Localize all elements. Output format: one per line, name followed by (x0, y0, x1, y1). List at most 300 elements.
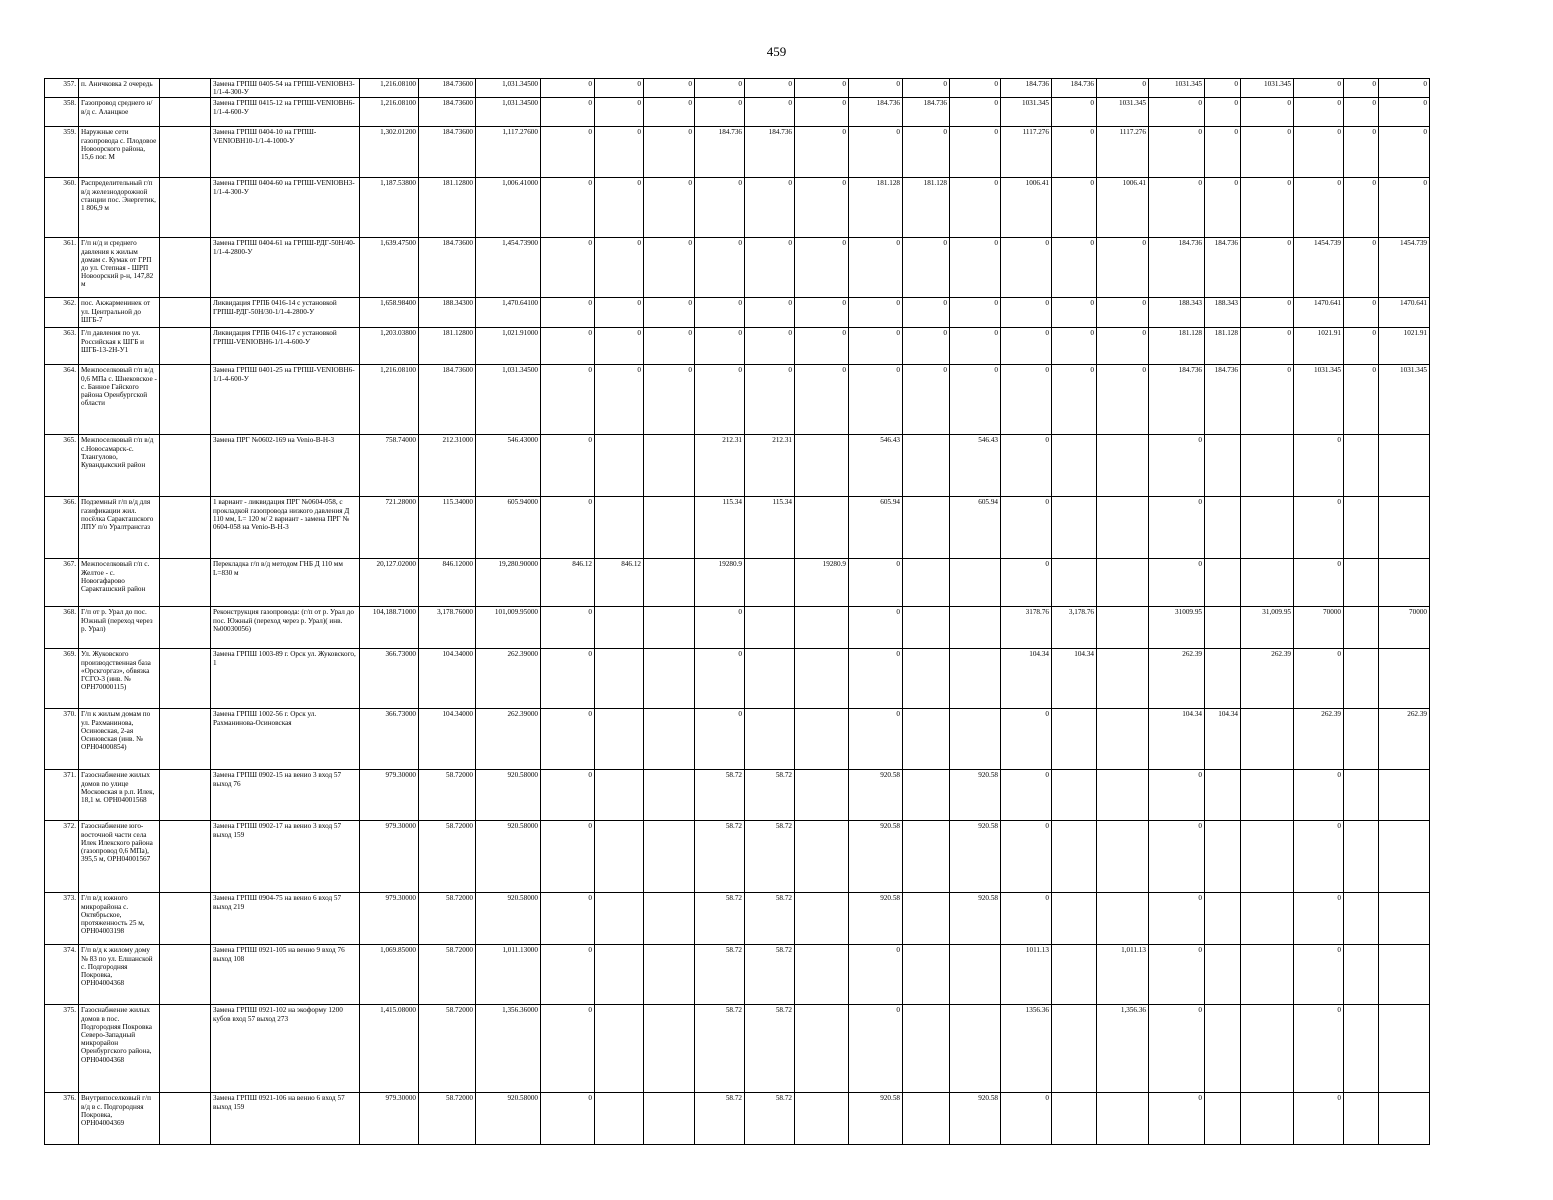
empty-cell (160, 559, 211, 607)
value-cell (1052, 497, 1097, 559)
value-cell (1344, 435, 1379, 497)
object-name-cell: Г/п от р. Урал до пос. Южный (переход через р. Урал) (79, 607, 160, 649)
value-cell: 58.72000 (419, 770, 476, 821)
value-cell: 605.94000 (476, 497, 541, 559)
value-cell: 0 (595, 79, 644, 98)
value-cell: 0 (541, 945, 595, 1005)
value-cell: 0 (903, 127, 950, 178)
value-cell: 0 (1344, 298, 1379, 328)
value-cell: 0 (541, 178, 595, 238)
value-cell: 0 (1294, 98, 1344, 127)
value-cell: 0 (1052, 298, 1097, 328)
value-cell (1344, 945, 1379, 1005)
value-cell (1241, 770, 1294, 821)
value-cell (795, 607, 849, 649)
value-cell: 0 (1241, 328, 1294, 365)
value-cell: 0 (950, 178, 1001, 238)
value-cell: 1,006.41000 (476, 178, 541, 238)
value-cell: 1,216.08100 (360, 98, 419, 127)
value-cell (950, 559, 1001, 607)
table-row (45, 945, 1430, 1005)
value-cell: 0 (1294, 821, 1344, 893)
object-name-cell: Подземный г/п в/д для газификации жил. посёлка Саракташского ЛПУ п/о Уралтрансгаз (79, 497, 160, 559)
value-cell: 920.58000 (476, 821, 541, 893)
value-cell: 0 (745, 238, 795, 298)
value-cell (1097, 1093, 1149, 1145)
value-cell (903, 607, 950, 649)
value-cell (1379, 1093, 1430, 1145)
value-cell: 366.73000 (360, 709, 419, 770)
value-cell: 184.736 (1205, 238, 1241, 298)
table-row (45, 79, 1430, 98)
empty-cell (160, 607, 211, 649)
value-cell: 184.736 (745, 127, 795, 178)
value-cell: 920.58 (950, 893, 1001, 945)
value-cell: 0 (1001, 298, 1052, 328)
value-cell (950, 607, 1001, 649)
empty-cell (160, 98, 211, 127)
row-number-cell: 364. (45, 365, 79, 435)
value-cell (1097, 559, 1149, 607)
value-cell (903, 1093, 950, 1145)
table-row (45, 649, 1430, 709)
value-cell (1052, 709, 1097, 770)
value-cell: 0 (541, 649, 595, 709)
value-cell: 181.128 (1205, 328, 1241, 365)
value-cell: 262.39000 (476, 709, 541, 770)
empty-cell (160, 945, 211, 1005)
value-cell: 181.12800 (419, 178, 476, 238)
value-cell: 0 (795, 328, 849, 365)
value-cell: 0 (849, 945, 903, 1005)
value-cell: 0 (950, 238, 1001, 298)
value-cell: 184.73600 (419, 365, 476, 435)
value-cell: 0 (1241, 238, 1294, 298)
row-number-cell: 360. (45, 178, 79, 238)
value-cell: 0 (541, 709, 595, 770)
value-cell (1241, 945, 1294, 1005)
row-number-cell: 365. (45, 435, 79, 497)
value-cell: 115.34000 (419, 497, 476, 559)
value-cell: 0 (541, 770, 595, 821)
value-cell: 0 (1294, 649, 1344, 709)
row-number-cell: 375. (45, 1005, 79, 1093)
object-name-cell: Газоснабжение жилых домов по улице Московская в р.п. Илек, 18,1 м. ОРН04001568 (79, 770, 160, 821)
object-name-cell: Ул. Жуковского производственная база «Орскгоргаз», обвязка ГСГО-3 (инв. № ОРН70000115) (79, 649, 160, 709)
value-cell: 1,203.03800 (360, 328, 419, 365)
value-cell: 0 (795, 127, 849, 178)
value-cell (950, 709, 1001, 770)
value-cell (644, 497, 695, 559)
value-cell (903, 893, 950, 945)
value-cell: 979.30000 (360, 1093, 419, 1145)
value-cell (595, 1005, 644, 1093)
object-name-cell: Газопровод среднего н/в/д с. Аланцкое (79, 98, 160, 127)
value-cell: 58.72 (695, 821, 745, 893)
value-cell (644, 893, 695, 945)
value-cell: 1011.13 (1001, 945, 1052, 1005)
value-cell: 0 (1344, 365, 1379, 435)
value-cell: 3,178.76000 (419, 607, 476, 649)
value-cell (1052, 945, 1097, 1005)
value-cell (1344, 770, 1379, 821)
object-name-cell: Г/п в/д южного микрорайона с. Октябрьское, протяженность 25 м, ОРН04003198 (79, 893, 160, 945)
value-cell (1344, 559, 1379, 607)
value-cell: 1031.345 (1097, 98, 1149, 127)
value-cell (644, 709, 695, 770)
value-cell: 184.73600 (419, 127, 476, 178)
value-cell: 0 (644, 79, 695, 98)
value-cell: 212.31 (695, 435, 745, 497)
value-cell: 366.73000 (360, 649, 419, 709)
value-cell: 0 (745, 79, 795, 98)
value-cell: 0 (644, 298, 695, 328)
value-cell (1379, 649, 1430, 709)
value-cell: 920.58000 (476, 893, 541, 945)
value-cell: 212.31 (745, 435, 795, 497)
value-cell: 1,216.08100 (360, 365, 419, 435)
value-cell: 184.736 (1149, 238, 1205, 298)
value-cell: 0 (1241, 365, 1294, 435)
object-name-cell: пос. Акжарменинек от ул. Центральной до ШГБ-7 (79, 298, 160, 328)
value-cell: 0 (849, 709, 903, 770)
value-cell: 262.39 (1294, 709, 1344, 770)
value-cell: 920.58000 (476, 770, 541, 821)
table-row (45, 709, 1430, 770)
value-cell (1344, 709, 1379, 770)
value-cell: 0 (595, 127, 644, 178)
value-cell: 0 (1205, 98, 1241, 127)
value-cell: 1,011.13000 (476, 945, 541, 1005)
value-cell: 1031.345 (1379, 365, 1430, 435)
value-cell: 262.39 (1379, 709, 1430, 770)
measure-description-cell: Замена ГРПШ 0405-54 на ГРПШ-VENIOBH3-1/1-4-300-У (211, 79, 360, 98)
value-cell: 104.34 (1052, 649, 1097, 709)
value-cell: 1470.641 (1294, 298, 1344, 328)
value-cell: 546.43 (849, 435, 903, 497)
value-cell (1205, 945, 1241, 1005)
object-name-cell: Межпоселковый г/п в/д с.Новосамарск-с. Тлангулово, Кувандыкский район (79, 435, 160, 497)
value-cell: 0 (1001, 821, 1052, 893)
value-cell: 1031.345 (1294, 365, 1344, 435)
measure-description-cell: Перекладка г/п в/д методом ГНБ Д 110 мм L=830 м (211, 559, 360, 607)
empty-cell (160, 328, 211, 365)
value-cell: 0 (849, 127, 903, 178)
value-cell: 0 (1001, 1093, 1052, 1145)
value-cell (903, 497, 950, 559)
value-cell: 0 (903, 328, 950, 365)
value-cell: 0 (1001, 770, 1052, 821)
value-cell: 0 (644, 178, 695, 238)
value-cell: 0 (541, 1005, 595, 1093)
value-cell: 920.58 (849, 821, 903, 893)
measure-description-cell: Замена ГРПШ 0404-60 на ГРПШ-VENIOBH3-1/1-4-300-У (211, 178, 360, 238)
value-cell (1379, 497, 1430, 559)
value-cell: 1,031.34500 (476, 98, 541, 127)
value-cell: 19280.9 (695, 559, 745, 607)
value-cell: 0 (595, 178, 644, 238)
value-cell: 0 (745, 365, 795, 435)
measure-description-cell: Замена ГРПШ 0902-17 на венио 3 вход 57 выход 159 (211, 821, 360, 893)
empty-cell (160, 649, 211, 709)
value-cell (1205, 649, 1241, 709)
value-cell (1205, 1093, 1241, 1145)
value-cell: 920.58 (849, 1093, 903, 1145)
value-cell (903, 559, 950, 607)
value-cell: 3178.76 (1001, 607, 1052, 649)
value-cell (595, 1093, 644, 1145)
value-cell: 0 (1149, 497, 1205, 559)
value-cell (795, 1093, 849, 1145)
value-cell (1344, 607, 1379, 649)
value-cell (644, 435, 695, 497)
value-cell: 20,127.02000 (360, 559, 419, 607)
value-cell: 58.72 (695, 1005, 745, 1093)
value-cell: 0 (903, 365, 950, 435)
value-cell: 0 (1344, 98, 1379, 127)
value-cell: 1,031.34500 (476, 365, 541, 435)
value-cell: 0 (1052, 98, 1097, 127)
value-cell: 0 (1052, 178, 1097, 238)
value-cell: 920.58 (950, 821, 1001, 893)
value-cell: 0 (541, 98, 595, 127)
value-cell: 0 (849, 1005, 903, 1093)
empty-cell (160, 79, 211, 98)
measure-description-cell: Замена ГРПШ 0404-10 на ГРПШ-VENIOBH10-1/1-4-1000-У (211, 127, 360, 178)
empty-cell (160, 365, 211, 435)
measure-description-cell: Замена ПРГ №0602-169 на Venio-B-H-3 (211, 435, 360, 497)
value-cell: 1117.276 (1097, 127, 1149, 178)
value-cell (595, 821, 644, 893)
object-name-cell: Межпоселковый г/п с. Желтое - с. Новогафарово Саракташский район (79, 559, 160, 607)
table-row (45, 98, 1430, 127)
value-cell: 31,009.95 (1241, 607, 1294, 649)
value-cell (950, 945, 1001, 1005)
value-cell: 0 (1001, 497, 1052, 559)
value-cell: 181.128 (849, 178, 903, 238)
measure-description-cell: Замена ГРПШ 0921-102 на экоформу 1200 кубов вход 57 выход 273 (211, 1005, 360, 1093)
row-number-cell: 361. (45, 238, 79, 298)
value-cell (1344, 1005, 1379, 1093)
value-cell: 104.34000 (419, 709, 476, 770)
value-cell (1379, 945, 1430, 1005)
value-cell: 0 (695, 709, 745, 770)
value-cell (795, 497, 849, 559)
value-cell: 846.12 (541, 559, 595, 607)
value-cell (1052, 435, 1097, 497)
value-cell: 0 (541, 435, 595, 497)
value-cell: 1006.41 (1097, 178, 1149, 238)
value-cell (595, 770, 644, 821)
value-cell: 0 (1294, 770, 1344, 821)
value-cell: 181.128 (903, 178, 950, 238)
table-row (45, 127, 1430, 178)
value-cell: 70000 (1379, 607, 1430, 649)
value-cell: 58.72000 (419, 821, 476, 893)
value-cell: 0 (903, 298, 950, 328)
row-number-cell: 371. (45, 770, 79, 821)
value-cell: 0 (595, 98, 644, 127)
table-row (45, 238, 1430, 298)
value-cell: 188.343 (1205, 298, 1241, 328)
measure-description-cell: Замена ГРПШ 0401-25 на ГРПШ-VENIOBH6-1/1-4-600-У (211, 365, 360, 435)
value-cell (795, 435, 849, 497)
measure-description-cell: Замена ГРПШ 0921-106 на венио 6 вход 57 выход 159 (211, 1093, 360, 1145)
value-cell (903, 945, 950, 1005)
value-cell: 0 (541, 298, 595, 328)
value-cell: 979.30000 (360, 893, 419, 945)
value-cell: 0 (695, 365, 745, 435)
value-cell: 184.736 (1052, 79, 1097, 98)
value-cell: 0 (1294, 559, 1344, 607)
value-cell (595, 435, 644, 497)
value-cell (795, 649, 849, 709)
value-cell: 0 (695, 649, 745, 709)
value-cell: 58.72 (695, 770, 745, 821)
value-cell: 0 (950, 365, 1001, 435)
value-cell (1052, 559, 1097, 607)
value-cell: 605.94 (849, 497, 903, 559)
table-row (45, 178, 1430, 238)
value-cell: 1454.739 (1294, 238, 1344, 298)
object-name-cell: Распределительный г/п в/д железнодорожной станции пос. Энергетик, 1 806,9 м (79, 178, 160, 238)
table-row (45, 559, 1430, 607)
value-cell: 546.43 (950, 435, 1001, 497)
value-cell (1241, 497, 1294, 559)
value-cell (903, 770, 950, 821)
empty-cell (160, 770, 211, 821)
value-cell: 1,356.36000 (476, 1005, 541, 1093)
value-cell (644, 559, 695, 607)
value-cell: 0 (1001, 559, 1052, 607)
value-cell: 0 (1149, 435, 1205, 497)
value-cell: 0 (950, 98, 1001, 127)
value-cell: 0 (695, 79, 745, 98)
value-cell: 0 (950, 298, 1001, 328)
value-cell: 184.73600 (419, 79, 476, 98)
object-name-cell: Г/п давления по ул. Российская к ШГБ и ШГБ-13-2Н-У1 (79, 328, 160, 365)
value-cell (1097, 709, 1149, 770)
value-cell: 101,009.95000 (476, 607, 541, 649)
value-cell: 0 (1205, 79, 1241, 98)
value-cell: 1006.41 (1001, 178, 1052, 238)
value-cell (1379, 559, 1430, 607)
value-cell (595, 497, 644, 559)
value-cell: 0 (1149, 98, 1205, 127)
value-cell: 184.736 (1205, 365, 1241, 435)
value-cell: 0 (1241, 178, 1294, 238)
value-cell: 1031.345 (1001, 98, 1052, 127)
data-table (44, 78, 1430, 1145)
value-cell: 58.72 (745, 893, 795, 945)
value-cell: 0 (1052, 328, 1097, 365)
value-cell: 0 (849, 365, 903, 435)
value-cell: 979.30000 (360, 770, 419, 821)
object-name-cell: п. Аничковка 2 очередь (79, 79, 160, 98)
value-cell: 184.736 (1149, 365, 1205, 435)
value-cell: 0 (1149, 1005, 1205, 1093)
value-cell: 0 (1149, 1093, 1205, 1145)
value-cell: 0 (849, 238, 903, 298)
value-cell: 19280.9 (795, 559, 849, 607)
value-cell (1097, 435, 1149, 497)
value-cell: 0 (745, 298, 795, 328)
empty-cell (160, 821, 211, 893)
value-cell (795, 821, 849, 893)
value-cell (1205, 559, 1241, 607)
row-number-cell: 370. (45, 709, 79, 770)
value-cell (1205, 497, 1241, 559)
value-cell: 758.74000 (360, 435, 419, 497)
value-cell: 0 (795, 238, 849, 298)
value-cell: 0 (541, 79, 595, 98)
value-cell: 846.12 (595, 559, 644, 607)
value-cell: 0 (1241, 127, 1294, 178)
value-cell: 0 (950, 328, 1001, 365)
value-cell: 0 (541, 607, 595, 649)
empty-cell (160, 1093, 211, 1145)
measure-description-cell: Замена ГРПШ 0902-15 на венио 3 вход 57 выход 76 (211, 770, 360, 821)
value-cell: 184.736 (849, 98, 903, 127)
value-cell (903, 709, 950, 770)
value-cell: 1,356.36 (1097, 1005, 1149, 1093)
value-cell: 0 (849, 79, 903, 98)
value-cell: 0 (541, 365, 595, 435)
value-cell: 3,178.76 (1052, 607, 1097, 649)
measure-description-cell: Замена ГРПШ 0415-12 на ГРПШ-VENIOBH6-1/1-4-600-У (211, 98, 360, 127)
value-cell (644, 607, 695, 649)
value-cell: 0 (1344, 79, 1379, 98)
value-cell (595, 893, 644, 945)
value-cell: 0 (695, 178, 745, 238)
value-cell: 184.73600 (419, 238, 476, 298)
value-cell: 262.39000 (476, 649, 541, 709)
value-cell (1344, 821, 1379, 893)
value-cell: 188.343 (1149, 298, 1205, 328)
value-cell: 0 (695, 328, 745, 365)
value-cell: 58.72 (745, 821, 795, 893)
value-cell (1379, 893, 1430, 945)
value-cell (1205, 607, 1241, 649)
value-cell: 0 (1241, 98, 1294, 127)
value-cell: 0 (1149, 945, 1205, 1005)
value-cell: 721.28000 (360, 497, 419, 559)
value-cell: 0 (1001, 709, 1052, 770)
value-cell (1241, 709, 1294, 770)
value-cell (795, 770, 849, 821)
value-cell: 0 (1379, 98, 1430, 127)
value-cell: 0 (644, 365, 695, 435)
table-row (45, 1093, 1430, 1145)
measure-description-cell: Ликвидация ГРПБ 0416-17 с установкой ГРПШ-VENIOBH6-1/1-4-600-У (211, 328, 360, 365)
row-number-cell: 366. (45, 497, 79, 559)
value-cell: 0 (1149, 893, 1205, 945)
row-number-cell: 376. (45, 1093, 79, 1145)
empty-cell (160, 893, 211, 945)
value-cell: 1117.276 (1001, 127, 1052, 178)
value-cell: 104.34 (1205, 709, 1241, 770)
row-number-cell: 363. (45, 328, 79, 365)
value-cell: 920.58 (950, 1093, 1001, 1145)
value-cell: 0 (745, 178, 795, 238)
table-row (45, 821, 1430, 893)
value-cell (1097, 497, 1149, 559)
table-row (45, 328, 1430, 365)
measure-description-cell: Ликвидация ГРПБ 0416-14 с установкой ГРПШ-РДГ-50Н/30-1/1-4-2800-У (211, 298, 360, 328)
row-number-cell: 359. (45, 127, 79, 178)
value-cell: 184.736 (903, 98, 950, 127)
value-cell: 979.30000 (360, 821, 419, 893)
